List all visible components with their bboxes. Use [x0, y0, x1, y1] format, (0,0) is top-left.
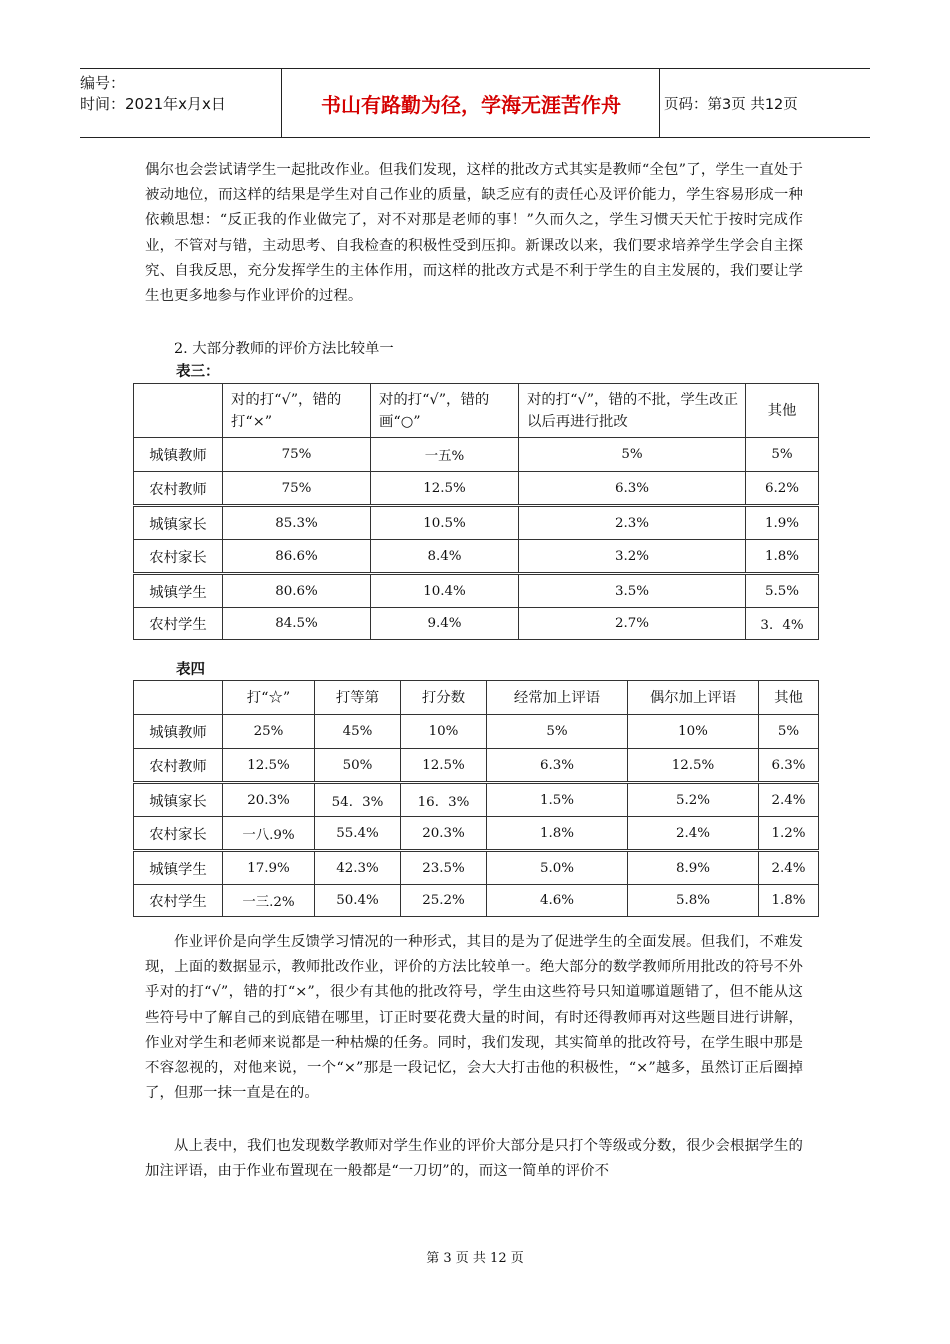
table-cell: 25% — [223, 715, 315, 749]
paragraph-1: 偶尔也会尝试请学生一起批改作业。但我们发现，这样的批改方式其实是教师“全包”了，学生一直处于被动地位，而这样的结果是学生对自己作业的质量，缺乏应有的责任心及评价能力，学生容易形成一种依赖思想：“反正我的作业做完了，对不对那是老师的事！”久而久之，学生习惯天天忙于按时完成作业，不管对与错，主动思考、自我检查的积极性受到压抑。新课改以来，我们要求培养学生学会自主探究、自我反思，充分发挥学生的主体作用，而这样的批改方式是不利于学生的自主发展的，我们要让学生也更多地参与作业评价的过程。 — [145, 162, 803, 305]
table-cell: 6.2% — [746, 472, 819, 506]
table3-header-row — [134, 384, 819, 438]
table-row — [134, 885, 819, 917]
header-page-label: 页码：第3页 共12页 — [664, 96, 798, 113]
table-cell: 5.8% — [628, 885, 759, 917]
table-row-label: 城镇家长 — [134, 783, 223, 817]
table-cell: 10.4% — [371, 574, 519, 608]
table-cell: 8.9% — [628, 851, 759, 885]
table-row — [134, 472, 819, 506]
table-cell: 55.4% — [315, 817, 401, 851]
table3 — [133, 383, 819, 640]
paragraph-3: 从上表中，我们也发现数学教师对学生作业的评价大部分是只打个等级或分数，很少会根据学生的加注评语，由于作业布置现在一般都是“一刀切”的，而这一简单的评价不 — [145, 1138, 803, 1180]
table-row — [134, 438, 819, 472]
table-cell: 12.5% — [371, 472, 519, 506]
table-cell: 10.5% — [371, 506, 519, 540]
table-row-label: 城镇教师 — [134, 715, 223, 749]
table4-header-cell: 打等第 — [315, 681, 401, 715]
table-cell: 12.5% — [223, 749, 315, 783]
table-cell: 6.3% — [487, 749, 628, 783]
table-row-label: 城镇教师 — [134, 438, 223, 472]
table4-header-cell: 其他 — [759, 681, 819, 715]
table-cell: 2.4% — [628, 817, 759, 851]
table3-header-cell: 对的打“√”，错的打“×” — [223, 384, 371, 438]
table-cell: 85.3% — [223, 506, 371, 540]
table-cell: 5.0% — [487, 851, 628, 885]
table-cell: 86.6% — [223, 540, 371, 574]
table-cell: 5.2% — [628, 783, 759, 817]
table-cell: 3.2% — [519, 540, 746, 574]
table-cell: 80.6% — [223, 574, 371, 608]
table-row — [134, 608, 819, 640]
table-cell: 5% — [487, 715, 628, 749]
paragraph-2: 作业评价是向学生反馈学习情况的一种形式，其目的是为了促进学生的全面发展。但我们，不难发现，上面的数据显示，教师批改作业，评价的方法比较单一。绝大部分的数学教师所用批改的符号不外乎对的打“√”，错的打“×”，很少有其他的批改符号，学生由这些符号只知道哪道题错了，但不能从这些符号中了解自己的到底错在哪里，订正时要花费大量的时间，有时还得教师再对这些题目进行讲解，作业对学生和老师来说都是一种枯燥的任务。同时，我们发现，其实简单的批改符号，在学生眼中那是不容忽视的，对他来说，一个“×”那是一段记忆，会大大打击他的积极性，“×”越多，虽然订正后圈掉了，但那一抹一直是在的。 — [145, 934, 803, 1102]
table-row — [134, 851, 819, 885]
table3-header-cell: 对的打“√”，错的不批，学生改正以后再进行批改 — [519, 384, 746, 438]
table-cell: 25.2% — [401, 885, 487, 917]
table-row-label: 城镇家长 — [134, 506, 223, 540]
table4-header-cell — [134, 681, 223, 715]
table-cell: 54．3% — [315, 783, 401, 817]
table-row-label: 农村教师 — [134, 472, 223, 506]
table-row-label: 农村家长 — [134, 540, 223, 574]
table-cell: 50% — [315, 749, 401, 783]
table-cell: 一八.9% — [223, 817, 315, 851]
table4-header-cell: 打“☆” — [223, 681, 315, 715]
time-label: 时间：2021年x月x日 — [80, 95, 226, 113]
table-row-label: 农村学生 — [134, 608, 223, 640]
table-cell: 1.2% — [759, 817, 819, 851]
table-cell: 3.5% — [519, 574, 746, 608]
table3-label: 表三： — [176, 363, 220, 380]
table-cell: 75% — [223, 438, 371, 472]
table4-header-row — [134, 681, 819, 715]
table-row-label: 城镇学生 — [134, 574, 223, 608]
table4 — [133, 680, 819, 917]
table-cell: 42.3% — [315, 851, 401, 885]
table-row — [134, 540, 819, 574]
table-cell: 17.9% — [223, 851, 315, 885]
header-meta — [80, 69, 282, 137]
table-cell: 8.4% — [371, 540, 519, 574]
table4-label: 表四 — [176, 661, 205, 678]
table4-header-cell: 打分数 — [401, 681, 487, 715]
page-footer: 第 3 页 共 12 页 — [426, 1251, 524, 1266]
table-cell: 10% — [628, 715, 759, 749]
table-cell: 3．4% — [746, 608, 819, 640]
table-cell: 6.3% — [759, 749, 819, 783]
table-cell: 1.5% — [487, 783, 628, 817]
table-cell: 2.3% — [519, 506, 746, 540]
table-cell: 5% — [759, 715, 819, 749]
table-cell: 1.8% — [487, 817, 628, 851]
header-motto: 书山有路勤为径，学海无涯苦作舟 — [283, 69, 660, 137]
table-cell: 20.3% — [401, 817, 487, 851]
table-cell: 一五% — [371, 438, 519, 472]
table-cell: 84.5% — [223, 608, 371, 640]
table-cell: 1.8% — [746, 540, 819, 574]
code-label: 编号： — [80, 74, 126, 92]
table-row — [134, 506, 819, 540]
table-cell: 一三.2% — [223, 885, 315, 917]
table-cell: 10% — [401, 715, 487, 749]
page-header — [80, 68, 870, 138]
table-row-label: 城镇学生 — [134, 851, 223, 885]
table-cell: 16．3% — [401, 783, 487, 817]
table-row — [134, 715, 819, 749]
table-cell: 23.5% — [401, 851, 487, 885]
table3-header-cell — [134, 384, 223, 438]
table-cell: 1.9% — [746, 506, 819, 540]
section-subheading: 2. 大部分教师的评价方法比较单一 — [174, 341, 394, 357]
table-cell: 5% — [519, 438, 746, 472]
table4-header-cell: 经常加上评语 — [487, 681, 628, 715]
table-cell: 4.6% — [487, 885, 628, 917]
table-row-label: 农村学生 — [134, 885, 223, 917]
table-cell: 12.5% — [401, 749, 487, 783]
table-cell: 50.4% — [315, 885, 401, 917]
table3-header-cell: 对的打“√”，错的画“○” — [371, 384, 519, 438]
table-cell: 9.4% — [371, 608, 519, 640]
table-row — [134, 817, 819, 851]
table-cell: 2.7% — [519, 608, 746, 640]
table-row — [134, 783, 819, 817]
table-cell: 20.3% — [223, 783, 315, 817]
table-row — [134, 574, 819, 608]
table-row-label: 农村家长 — [134, 817, 223, 851]
table-cell: 5% — [746, 438, 819, 472]
table-row-label: 农村教师 — [134, 749, 223, 783]
table-row — [134, 749, 819, 783]
table4-header-cell: 偶尔加上评语 — [628, 681, 759, 715]
table-cell: 45% — [315, 715, 401, 749]
table-cell: 75% — [223, 472, 371, 506]
table-cell: 5.5% — [746, 574, 819, 608]
table3-header-cell: 其他 — [746, 384, 819, 438]
table-cell: 6.3% — [519, 472, 746, 506]
table-cell: 2.4% — [759, 783, 819, 817]
table-cell: 12.5% — [628, 749, 759, 783]
table-cell: 1.8% — [759, 885, 819, 917]
table-cell: 2.4% — [759, 851, 819, 885]
